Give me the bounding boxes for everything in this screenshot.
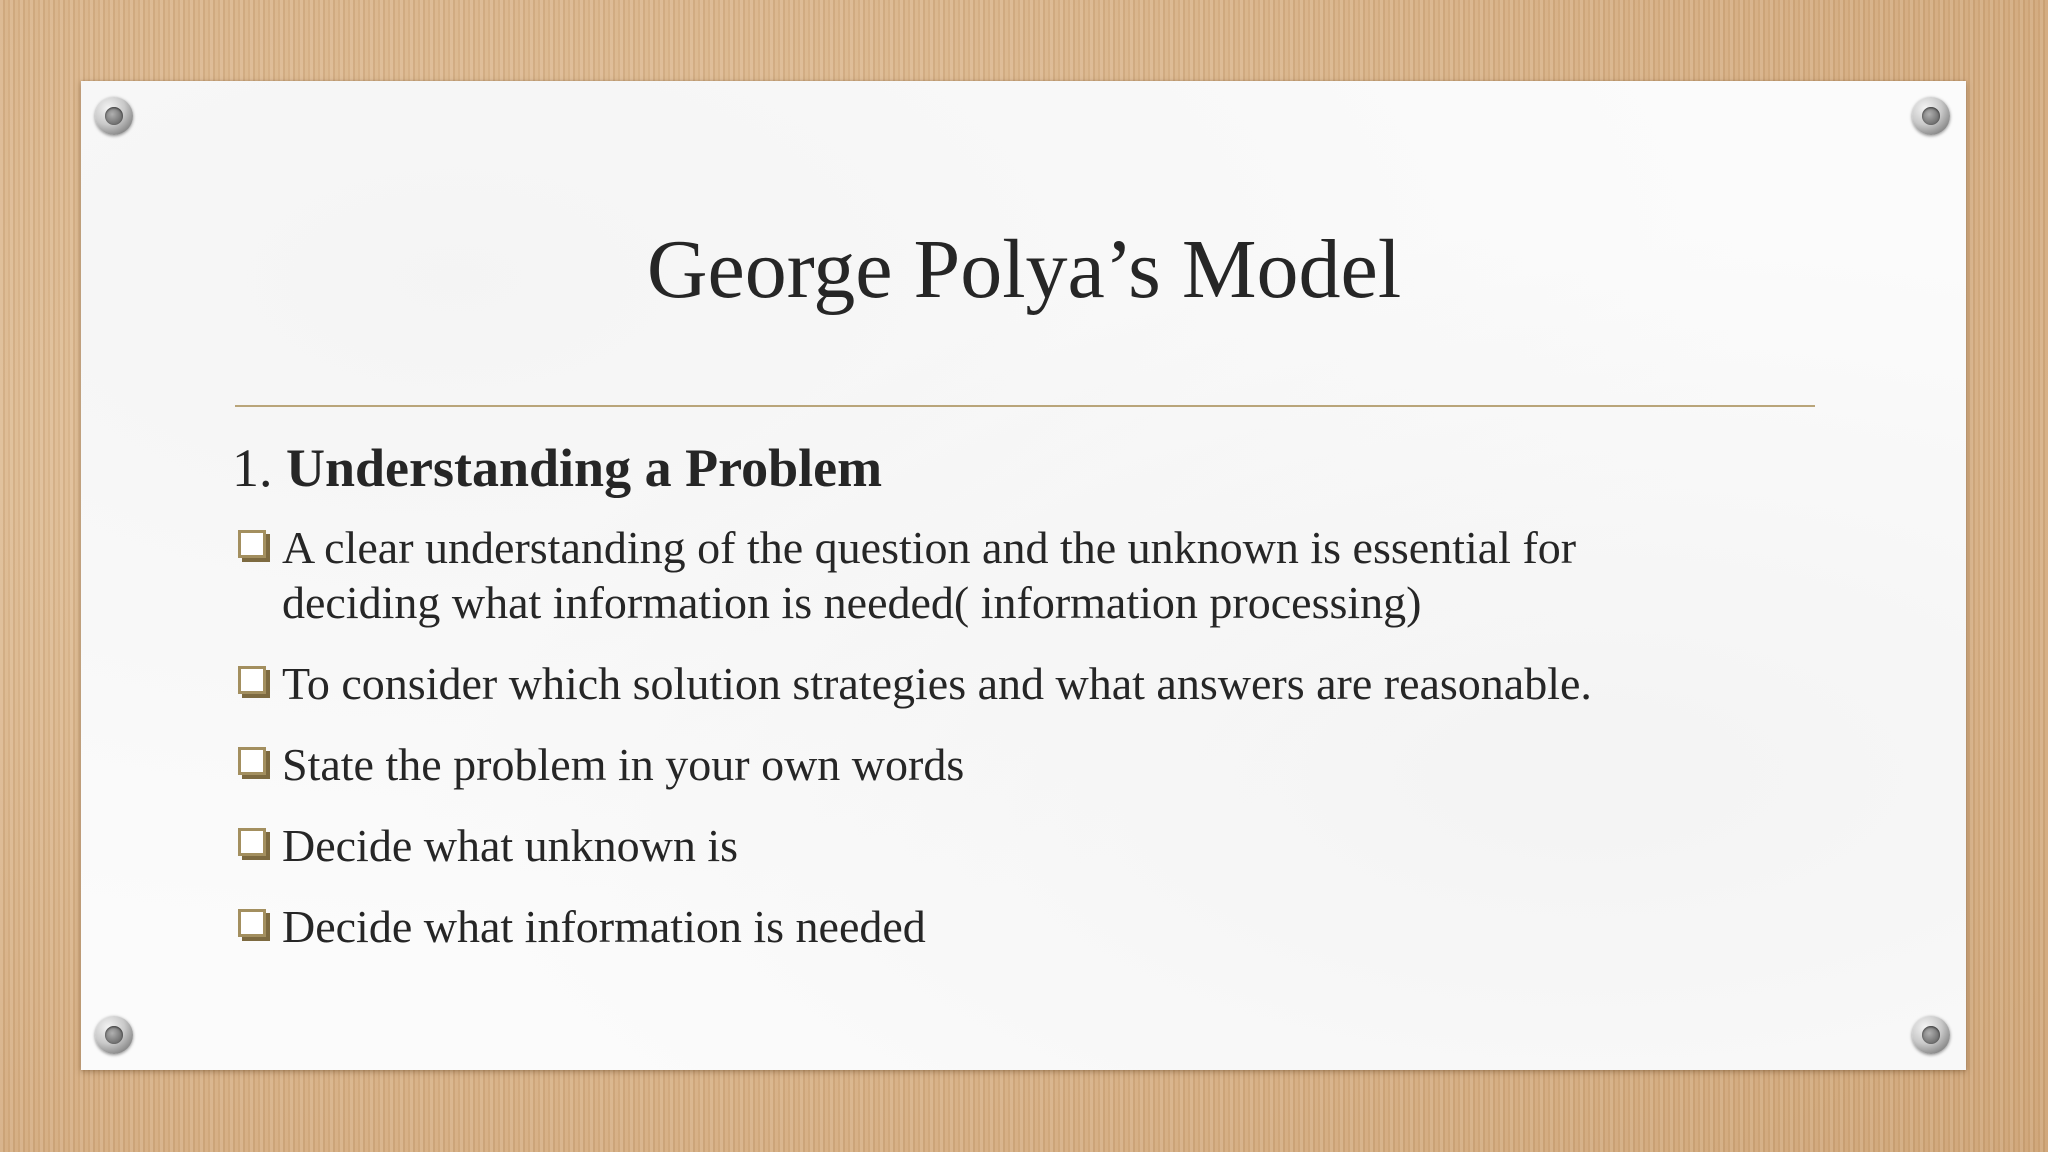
bullet-text: Decide what information is needed bbox=[282, 901, 926, 952]
heading-text: Understanding a Problem bbox=[286, 438, 883, 498]
checkbox-bullet-icon bbox=[238, 828, 266, 856]
bullet-text-line2: deciding what information is needed( information processing) bbox=[282, 577, 1422, 628]
grommet-bottom-left-icon bbox=[95, 1016, 133, 1054]
bullet-text: To consider which solution strategies and what answers are reasonable. bbox=[282, 658, 1592, 709]
grommet-bottom-right-icon bbox=[1912, 1016, 1950, 1054]
title-divider bbox=[235, 405, 1815, 407]
grommet-top-right-icon bbox=[1912, 97, 1950, 135]
bullet-item bbox=[232, 818, 1812, 873]
bullet-item bbox=[232, 737, 1812, 792]
section-heading bbox=[232, 434, 1812, 502]
bullet-item bbox=[232, 520, 1812, 630]
bullet-item bbox=[232, 899, 1812, 954]
checkbox-bullet-icon bbox=[238, 909, 266, 937]
slide-content bbox=[232, 434, 1812, 980]
bullet-text: State the problem in your own words bbox=[282, 739, 965, 790]
checkbox-bullet-icon bbox=[238, 530, 266, 558]
heading-number: 1. bbox=[232, 438, 273, 498]
checkbox-bullet-icon bbox=[238, 666, 266, 694]
checkbox-bullet-icon bbox=[238, 747, 266, 775]
bullet-text: Decide what unknown is bbox=[282, 820, 739, 871]
grommet-top-left-icon bbox=[95, 97, 133, 135]
slide-title: George Polya’s Model bbox=[646, 223, 1402, 316]
bullet-item bbox=[232, 656, 1812, 711]
bullet-text-line1: A clear understanding of the question and the unknown is essential for bbox=[282, 522, 1577, 573]
